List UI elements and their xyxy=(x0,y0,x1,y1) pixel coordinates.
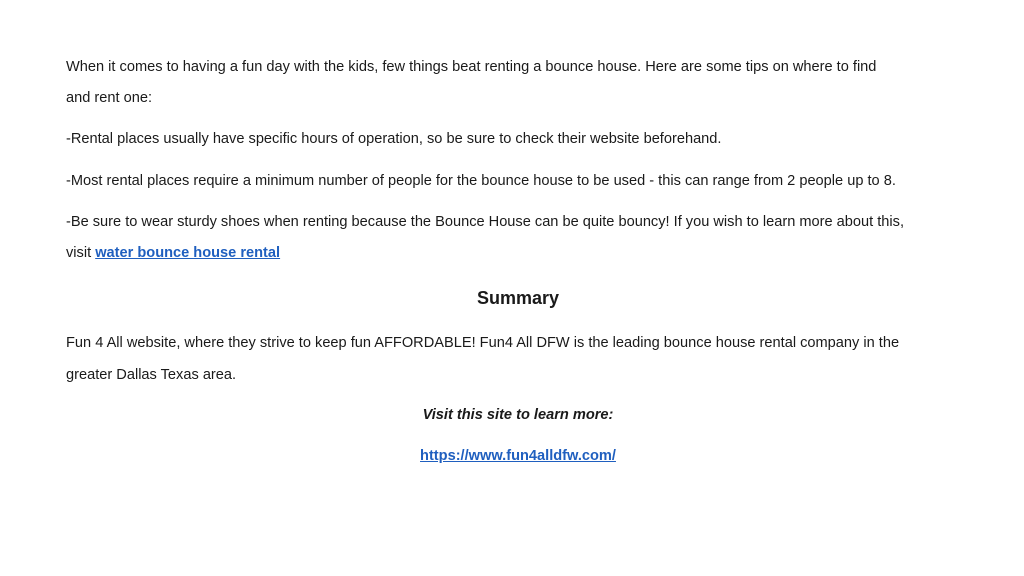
website-link-row xyxy=(66,446,970,466)
tip-hours: -Rental places usually have specific hours of operation, so be sure to check their website beforehand. xyxy=(66,131,722,147)
intro-paragraph-line-2: and rent one: xyxy=(66,90,153,106)
fun4alldfw-website-link[interactable]: https://www.fun4alldfw.com/ xyxy=(420,448,616,464)
tip-sturdy-shoes-line-1: -Be sure to wear sturdy shoes when renting because the Bounce House can be quite bouncy! If you wish to learn more about this, xyxy=(66,214,905,230)
intro-paragraph-line-1: When it comes to having a fun day with the kids, few things beat renting a bounce house. Here are some tips on where to find xyxy=(66,59,877,75)
visit-site-prompt: Visit this site to learn more: xyxy=(422,407,614,423)
summary-heading: Summary xyxy=(476,288,560,308)
summary-paragraph-line-2: greater Dallas Texas area. xyxy=(66,367,237,383)
visit-prefix: visit xyxy=(66,245,96,261)
summary-paragraph-line-1: Fun 4 All website, where they strive to keep fun AFFORDABLE! Fun4 All DFW is the leading bounce house rental company in the xyxy=(66,335,900,351)
tip-minimum-people: -Most rental places require a minimum number of people for the bounce house to be used - this can range from 2 people up to 8. xyxy=(66,173,896,189)
document-page xyxy=(66,0,966,576)
water-bounce-house-rental-link[interactable]: water bounce house rental xyxy=(95,245,281,261)
tip-sturdy-shoes-line-2 xyxy=(66,243,280,263)
